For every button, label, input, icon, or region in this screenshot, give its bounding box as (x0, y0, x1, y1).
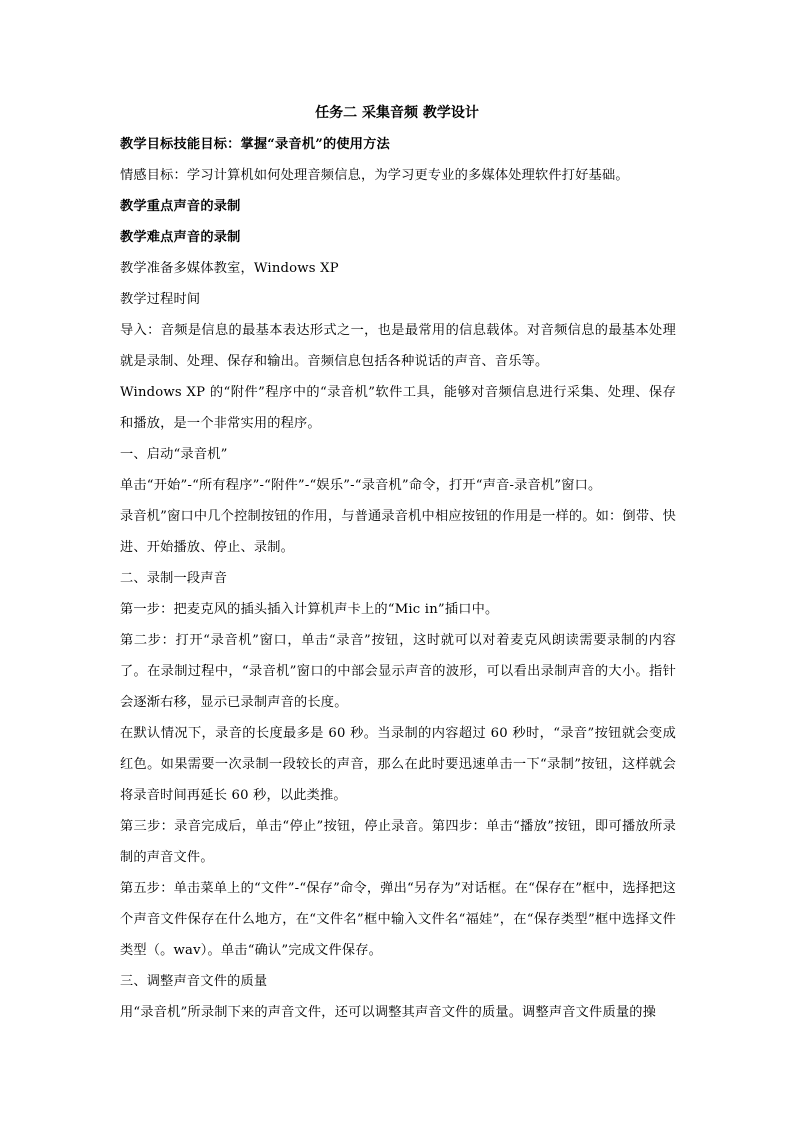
paragraph-step-five: 第五步：单击菜单上的“文件”-“保存”命令，弹出“另存为”对话框。在“保存在”框中，选择把这个声音文件保存在什么地方，在“文件名”框中输入文件名“福娃”，在“保存类型”框中选择文件类型（。wav）。单击“确认”完成文件保存。 (120, 881, 676, 958)
section-heading-start-recorder: 一、启动“录音机” (120, 447, 228, 462)
paragraph-key-point: 教学重点声音的录制 (120, 199, 241, 214)
paragraph-adjust-quality: 用“录音机”所录制下来的声音文件，还可以调整其声音文件的质量。调整声音文件质量的操 (120, 1005, 656, 1020)
paragraph-default-length: 在默认情况下，录音的长度最多是 60 秒。当录制的内容超过 60 秒时，“录音”按钮就会变成红色。如果需要一次录制一段较长的声音，那么在此时要迅速单击一下“录制”按钮，这样就会将录音时间再延长 60 秒，以此类推。 (120, 726, 676, 803)
paragraph-step-one: 第一步：把麦克风的插头插入计算机声卡上的“Mic in”插口中。 (120, 602, 499, 617)
document-body (120, 129, 676, 1028)
paragraph-emotion-objective: 情感目标：学习计算机如何处理音频信息，为学习更专业的多媒体处理软件打好基础。 (120, 168, 629, 183)
document-title: 任务二 采集音频 教学设计 (315, 105, 479, 121)
paragraph-skill-objective: 教学目标技能目标：掌握“录音机”的使用方法 (120, 137, 390, 152)
section-heading-adjust-quality: 三、调整声音文件的质量 (120, 974, 268, 989)
section-heading-record-sound: 二、录制一段声音 (120, 571, 228, 586)
paragraph-step-three-four: 第三步：录音完成后，单击“停止”按钮，停止录音。第四步：单击“播放”按钮，即可播放所录制的声音文件。 (120, 819, 676, 865)
paragraph-introduction: 导入：音频是信息的最基本表达形式之一，也是最常用的信息载体。对音频信息的最基本处理就是录制、处理、保存和输出。音频信息包括各种说话的声音、音乐等。 (120, 323, 676, 369)
paragraph-step-two: 第二步：打开“录音机”窗口，单击“录音”按钮，这时就可以对着麦克风朗读需要录制的内容了。在录制过程中，“录音机”窗口的中部会显示声音的波形，可以看出录制声音的大小。指针会逐渐右移，显示已录制声音的长度。 (120, 633, 676, 710)
paragraph-windows-xp-recorder: Windows XP 的“附件”程序中的“录音机”软件工具，能够对音频信息进行采集、处理、保存和播放，是一个非常实用的程序。 (120, 385, 676, 431)
paragraph-preparation: 教学准备多媒体教室，Windows XP (120, 261, 339, 276)
paragraph-difficult-point: 教学难点声音的录制 (120, 230, 241, 245)
paragraph-open-recorder: 单击“开始”-“所有程序”-“附件”-“娱乐”-“录音机”命令，打开“声音-录音机”窗口。 (120, 478, 602, 493)
paragraph-control-buttons: 录音机”窗口中几个控制按钮的作用，与普通录音机中相应按钮的作用是一样的。如：倒带、快进、开始播放、停止、录制。 (120, 509, 676, 555)
paragraph-process-heading: 教学过程时间 (120, 292, 201, 307)
